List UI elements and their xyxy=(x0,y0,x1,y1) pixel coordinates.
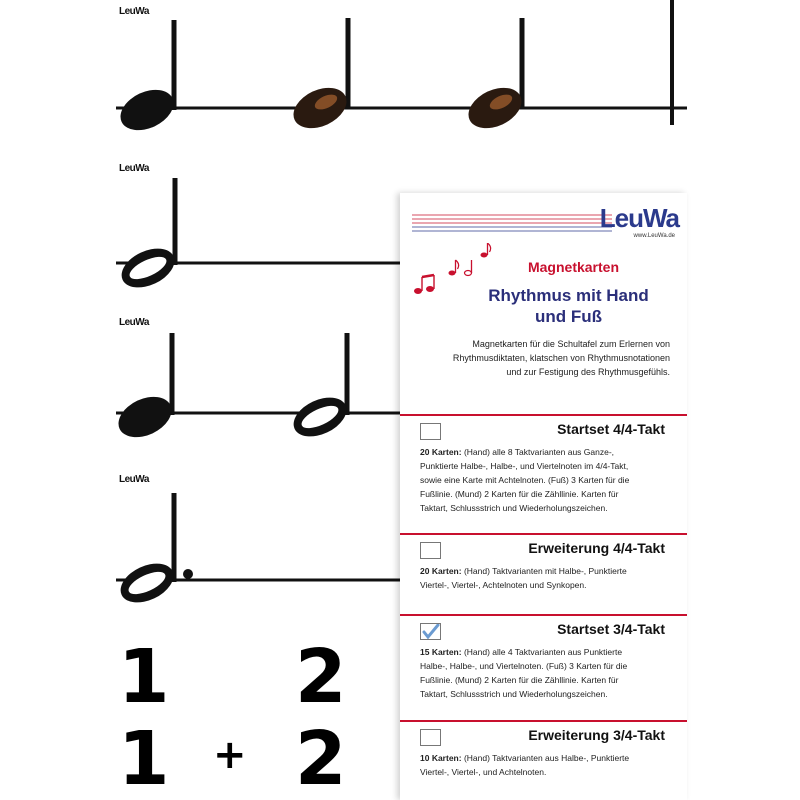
description-line: und zur Festigung des Rhythmusgefühls. xyxy=(506,367,670,377)
section-body xyxy=(420,445,665,515)
description-line: Rhythmusdiktaten, klatschen von Rhythmusnotationen xyxy=(452,353,670,363)
body-line: Viertel-, Viertel-, und Achtelnoten. xyxy=(420,767,547,777)
section-checkbox[interactable] xyxy=(420,542,441,559)
body-line: Fußlinie. (Mund) 2 Karten für die Zähllinie. Karten für xyxy=(420,489,619,499)
body-line: Halbe-, Halbe-, und Viertelnoten. (Fuß) 3 Karten für die xyxy=(420,661,628,671)
count-plus: + xyxy=(213,732,247,778)
title-line: Rhythmus mit Hand xyxy=(488,286,649,305)
section-title: Erweiterung 4/4-Takt xyxy=(528,540,665,556)
body-line: (Hand) Taktvarianten mit Halbe-, Punktierte xyxy=(461,566,627,576)
section-erweiterung-4-4 xyxy=(400,533,687,613)
card-logo: LeuWa xyxy=(119,6,149,17)
checkmark-icon xyxy=(421,624,440,639)
staff-lines-decoration xyxy=(412,211,612,235)
section-checkbox[interactable] xyxy=(420,423,441,440)
brand-logo: LeuWa xyxy=(599,203,679,233)
card-count: 20 Karten: xyxy=(420,447,462,457)
card-count: 10 Karten: xyxy=(420,753,462,763)
count-number: 1 xyxy=(118,634,170,720)
body-line: (Hand) alle 4 Taktvarianten aus Punktierte xyxy=(461,647,623,657)
title-line: und Fuß xyxy=(534,307,603,326)
dotted-half-graphic xyxy=(112,488,402,608)
card-count: 15 Karten: xyxy=(420,647,462,657)
section-checkbox[interactable] xyxy=(420,729,441,746)
body-line: sowie eine Karte mit Achtelnoten. (Fuß) 3 Karten für die xyxy=(420,475,630,485)
section-checkbox-checked[interactable] xyxy=(420,623,441,640)
section-body xyxy=(420,751,665,779)
quarter-half-graphic xyxy=(112,325,402,455)
body-line: Punktierte Halbe-, Halbe-, und Viertelnoten im 4/4-Takt, xyxy=(420,461,629,471)
card-count: 20 Karten: xyxy=(420,566,462,576)
description-line: Magnetkarten für die Schultafel zum Erlernen von xyxy=(472,339,670,349)
body-line: Viertel-, Viertel-, Achtelnoten und Synkopen. xyxy=(420,580,587,590)
count-number: 1 xyxy=(118,716,170,800)
section-body xyxy=(420,564,665,592)
count-number: 2 xyxy=(295,634,347,720)
product-subtitle: Magnetkarten xyxy=(527,259,620,275)
body-line: (Hand) alle 8 Taktvarianten aus Ganze-, xyxy=(461,447,615,457)
section-title: Startset 4/4-Takt xyxy=(557,421,665,437)
section-divider xyxy=(400,533,687,535)
card-logo: LeuWa xyxy=(119,474,149,485)
section-divider xyxy=(400,720,687,722)
section-startset-3-4 xyxy=(400,614,687,722)
section-startset-4-4 xyxy=(400,414,687,534)
section-title: Erweiterung 3/4-Takt xyxy=(528,727,665,743)
section-body xyxy=(420,645,665,701)
body-line: Taktart, Schlussstrich und Wiederholungszeichen. xyxy=(420,503,608,513)
body-line: Fußlinie. (Mund) 2 Karten für die Zähllinie. Karten für xyxy=(420,675,619,685)
section-title: Startset 3/4-Takt xyxy=(557,621,665,637)
product-title xyxy=(450,285,687,327)
section-divider xyxy=(400,614,687,616)
body-line: Taktart, Schlussstrich und Wiederholungszeichen. xyxy=(420,689,608,699)
section-erweiterung-3-4 xyxy=(400,720,687,800)
product-description xyxy=(440,337,670,379)
section-divider xyxy=(400,414,687,416)
card-logo: LeuWa xyxy=(119,317,149,328)
brand-url: www.LeuWa.de xyxy=(633,233,675,239)
quarter-notes-graphic xyxy=(112,0,692,150)
count-number: 2 xyxy=(295,716,347,800)
info-card xyxy=(400,193,687,800)
body-line: (Hand) Taktvarianten aus Halbe-, Punktierte xyxy=(461,753,630,763)
half-note-graphic xyxy=(112,170,412,300)
card-logo: LeuWa xyxy=(119,163,149,174)
